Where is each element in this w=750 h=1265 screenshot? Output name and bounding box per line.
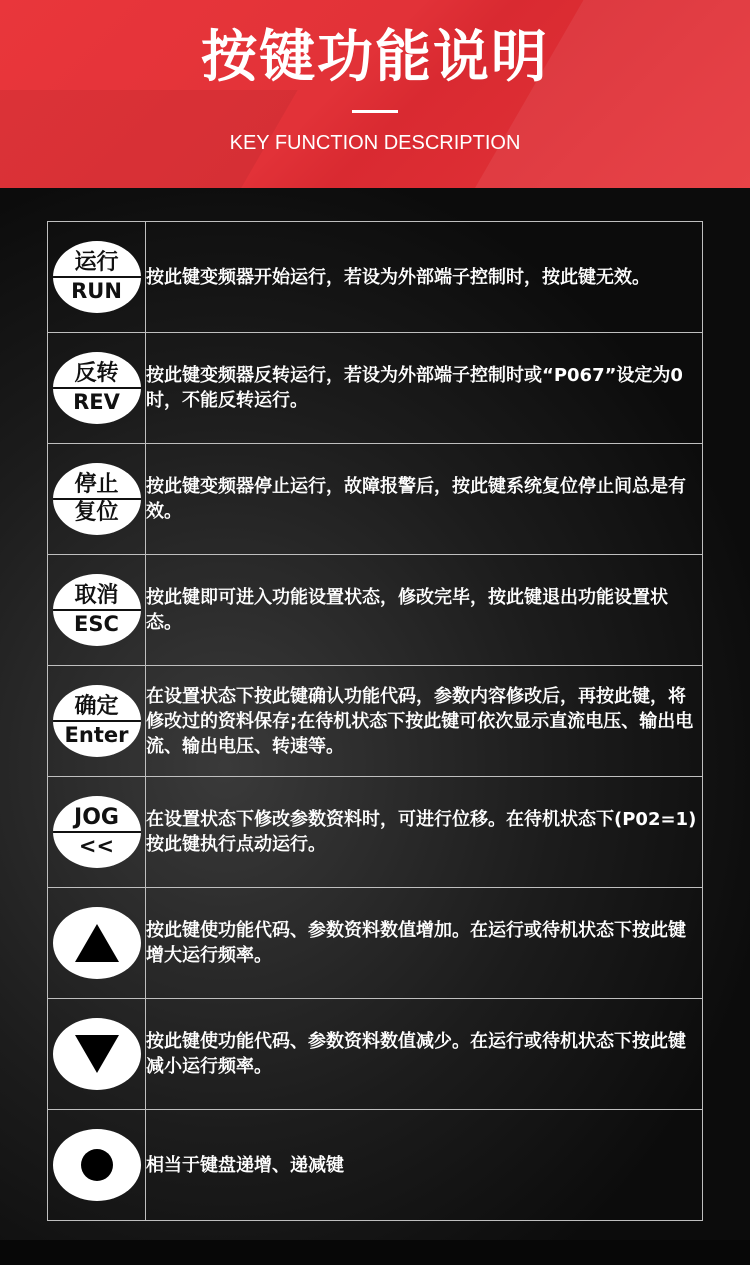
dial-key-icon: [53, 1129, 141, 1201]
key-label-top: 确定: [74, 694, 119, 719]
up-key-icon: [53, 907, 141, 979]
key-description: 相当于键盘递增、递减键: [146, 1110, 703, 1221]
table-row: [48, 333, 703, 444]
key-label-bottom: REV: [73, 390, 120, 414]
esc-key-icon: [53, 574, 141, 646]
key-description: 按此键即可进入功能设置状态，修改完毕，按此键退出功能设置状态。: [146, 555, 703, 666]
table-row: [48, 444, 703, 555]
key-label-bottom: Enter: [64, 723, 129, 747]
down-key-icon: [53, 1018, 141, 1090]
run-key-icon: [53, 241, 141, 313]
key-function-table: [47, 221, 703, 1221]
key-description: 按此键变频器反转运行，若设为外部端子控制时或“P067”设定为0时，不能反转运行。: [146, 333, 703, 444]
key-description: 按此键使功能代码、参数资料数值减少。在运行或待机状态下按此键减小运行频率。: [146, 999, 703, 1110]
dot-icon: [81, 1149, 113, 1181]
key-label-top: 运行: [74, 250, 119, 275]
page-title: 按键功能说明: [201, 25, 549, 90]
table-row: [48, 222, 703, 333]
key-description: 按此键变频器开始运行，若设为外部端子控制时，按此键无效。: [146, 222, 703, 333]
key-label-bottom: RUN: [71, 279, 122, 303]
key-label-bottom: <<: [78, 834, 115, 858]
key-label-top: 反转: [74, 361, 119, 386]
table-row: [48, 999, 703, 1110]
key-description: 在设置状态下修改参数资料时，可进行位移。在待机状态下(P02=1)按此键执行点动运行。: [146, 777, 703, 888]
jog-key-icon: [53, 796, 141, 868]
key-divider: [53, 831, 141, 833]
table-row: [48, 1110, 703, 1221]
title-divider: [352, 110, 398, 113]
bottom-band: [0, 1240, 750, 1265]
key-divider: [53, 276, 141, 278]
key-label-bottom: ESC: [74, 612, 119, 636]
key-description: 在设置状态下按此键确认功能代码，参数内容修改后，再按此键，将修改过的资料保存;在待机状态下按此键可依次显示直流电压、输出电流、输出电压、转速等。: [146, 666, 703, 777]
key-label-top: 取消: [74, 583, 119, 608]
table-row: [48, 666, 703, 777]
enter-key-icon: [53, 685, 141, 757]
page-subtitle: KEY FUNCTION DESCRIPTION: [229, 132, 521, 154]
key-description: 按此键使功能代码、参数资料数值增加。在运行或待机状态下按此键增大运行频率。: [146, 888, 703, 999]
key-label-top: JOG: [74, 805, 119, 830]
header-banner: [0, 0, 750, 188]
triangle-up-icon: [75, 924, 119, 962]
key-label-bottom: 复位: [74, 500, 119, 525]
key-label-top: 停止: [74, 472, 119, 497]
table-row: [48, 555, 703, 666]
key-divider: [53, 720, 141, 722]
rev-key-icon: [53, 352, 141, 424]
stop-reset-key-icon: [53, 463, 141, 535]
key-divider: [53, 609, 141, 611]
triangle-down-icon: [75, 1035, 119, 1073]
table-row: [48, 777, 703, 888]
key-description: 按此键变频器停止运行，故障报警后，按此键系统复位停止间总是有效。: [146, 444, 703, 555]
table-row: [48, 888, 703, 999]
key-divider: [53, 387, 141, 389]
